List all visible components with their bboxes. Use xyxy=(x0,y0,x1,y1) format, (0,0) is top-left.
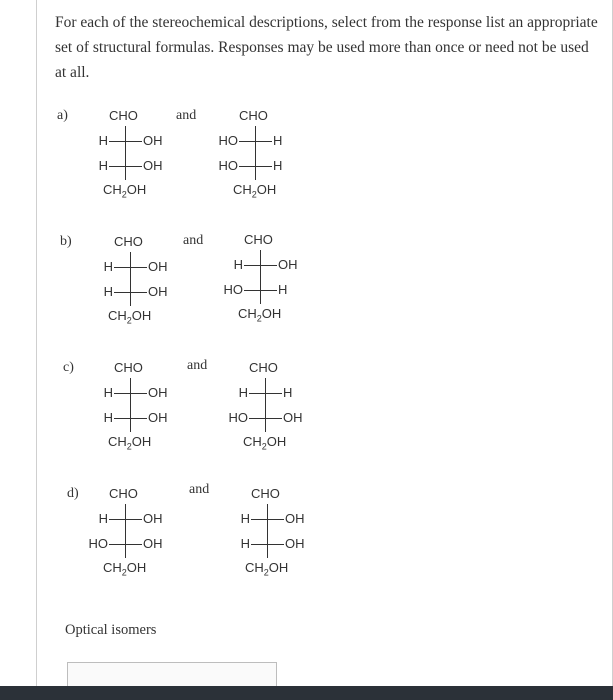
fischer-bottom-group: $CH_2OH$ xyxy=(108,434,152,452)
fischer-top-group: CHO xyxy=(109,108,138,123)
fischer-cross-bond-2 xyxy=(109,544,142,545)
fischer-bottom-group: $CH_2OH$ xyxy=(108,308,152,326)
fischer-row1-left-group: H xyxy=(233,257,243,272)
problem-a-right-structure xyxy=(210,108,360,208)
fischer-bottom-group: $CH_2OH$ xyxy=(245,560,289,578)
problem-c-right-structure xyxy=(220,360,370,460)
fischer-top-group: CHO xyxy=(251,486,280,501)
problem-c-left-structure xyxy=(85,360,235,460)
fischer-bottom-group: $CH_2OH$ xyxy=(243,434,287,452)
fischer-row1-right-group: H xyxy=(273,133,283,148)
fischer-cross-bond-1 xyxy=(251,519,284,520)
fischer-row2-right-group: OH xyxy=(283,410,303,425)
fischer-row1-left-group: H xyxy=(103,259,113,274)
fischer-row2-left-group: H xyxy=(98,158,108,173)
fischer-backbone-line xyxy=(125,504,126,558)
problem-b-and: and xyxy=(183,233,204,248)
problem-d-label: d) xyxy=(67,486,79,501)
fischer-top-group: CHO xyxy=(239,108,268,123)
fischer-cross-bond-2 xyxy=(114,292,147,293)
fischer-cross-bond-1 xyxy=(114,393,147,394)
fischer-bottom-group: $CH_2OH$ xyxy=(103,560,147,578)
fischer-cross-bond-1 xyxy=(239,141,272,142)
fischer-row2-right-group: OH xyxy=(143,536,163,551)
problem-b-label: b) xyxy=(60,234,72,249)
fischer-row2-right-group: H xyxy=(278,282,288,297)
problem-b-left-structure xyxy=(85,234,235,334)
fischer-top-group: CHO xyxy=(114,360,143,375)
fischer-cross-bond-2 xyxy=(249,418,282,419)
fischer-cross-bond-2 xyxy=(114,418,147,419)
fischer-cross-bond-2 xyxy=(239,166,272,167)
fischer-row2-left-group: H xyxy=(103,410,113,425)
fischer-bottom-group: $CH_2OH$ xyxy=(103,182,147,200)
response-option-label: Optical isomers xyxy=(65,622,157,638)
fischer-backbone-line xyxy=(130,252,131,306)
problem-c-label: c) xyxy=(63,360,74,375)
fischer-row2-right-group: H xyxy=(273,158,283,173)
problem-b-right-structure xyxy=(215,232,365,332)
fischer-row2-right-group: OH xyxy=(148,284,168,299)
problem-d-right-structure xyxy=(222,486,372,586)
fischer-cross-bond-1 xyxy=(109,141,142,142)
fischer-row1-right-group: OH xyxy=(278,257,298,272)
fischer-backbone-line xyxy=(265,378,266,432)
fischer-row2-left-group: HO xyxy=(88,536,108,551)
fischer-cross-bond-2 xyxy=(244,290,277,291)
fischer-cross-bond-2 xyxy=(109,166,142,167)
instructions-text: For each of the stereochemical descriptions, select from the response list an appropriate set of structural formulas. Responses may be used more than once or need not be used at all. xyxy=(55,14,598,81)
fischer-top-group: CHO xyxy=(114,234,143,249)
fischer-backbone-line xyxy=(260,250,261,304)
fischer-backbone-line xyxy=(267,504,268,558)
fischer-cross-bond-1 xyxy=(109,519,142,520)
fischer-top-group: CHO xyxy=(244,232,273,247)
fischer-backbone-line xyxy=(255,126,256,180)
fischer-row1-right-group: OH xyxy=(148,385,168,400)
problem-a-and: and xyxy=(176,108,197,123)
fischer-bottom-group: $CH_2OH$ xyxy=(238,306,282,324)
problem-c-and: and xyxy=(187,358,208,373)
bottom-bar xyxy=(0,686,613,700)
fischer-top-group: CHO xyxy=(249,360,278,375)
fischer-cross-bond-1 xyxy=(249,393,282,394)
fischer-top-group: CHO xyxy=(109,486,138,501)
fischer-backbone-line xyxy=(125,126,126,180)
fischer-row1-left-group: H xyxy=(98,511,108,526)
problem-d-left-structure xyxy=(80,486,230,586)
fischer-bottom-group: $CH_2OH$ xyxy=(233,182,277,200)
fischer-cross-bond-1 xyxy=(244,265,277,266)
fischer-cross-bond-2 xyxy=(251,544,284,545)
fischer-row1-right-group: OH xyxy=(143,511,163,526)
fischer-row1-left-group: HO xyxy=(218,133,238,148)
fischer-row2-right-group: OH xyxy=(143,158,163,173)
fischer-row2-right-group: OH xyxy=(285,536,305,551)
fischer-row1-left-group: H xyxy=(240,511,250,526)
problem-d-and: and xyxy=(189,482,210,497)
fischer-row2-left-group: HO xyxy=(218,158,238,173)
fischer-row1-right-group: OH xyxy=(285,511,305,526)
fischer-backbone-line xyxy=(130,378,131,432)
fischer-row1-left-group: H xyxy=(103,385,113,400)
fischer-cross-bond-1 xyxy=(114,267,147,268)
problem-a-label: a) xyxy=(57,108,68,123)
fischer-row1-left-group: H xyxy=(98,133,108,148)
fischer-row1-right-group: OH xyxy=(148,259,168,274)
fischer-row2-right-group: OH xyxy=(148,410,168,425)
fischer-row1-right-group: H xyxy=(283,385,293,400)
fischer-row2-left-group: H xyxy=(240,536,250,551)
fischer-row1-right-group: OH xyxy=(143,133,163,148)
fischer-row2-left-group: HO xyxy=(223,282,243,297)
problem-a-left-structure xyxy=(80,108,230,208)
fischer-row2-left-group: H xyxy=(103,284,113,299)
fischer-row1-left-group: H xyxy=(238,385,248,400)
fischer-row2-left-group: HO xyxy=(228,410,248,425)
